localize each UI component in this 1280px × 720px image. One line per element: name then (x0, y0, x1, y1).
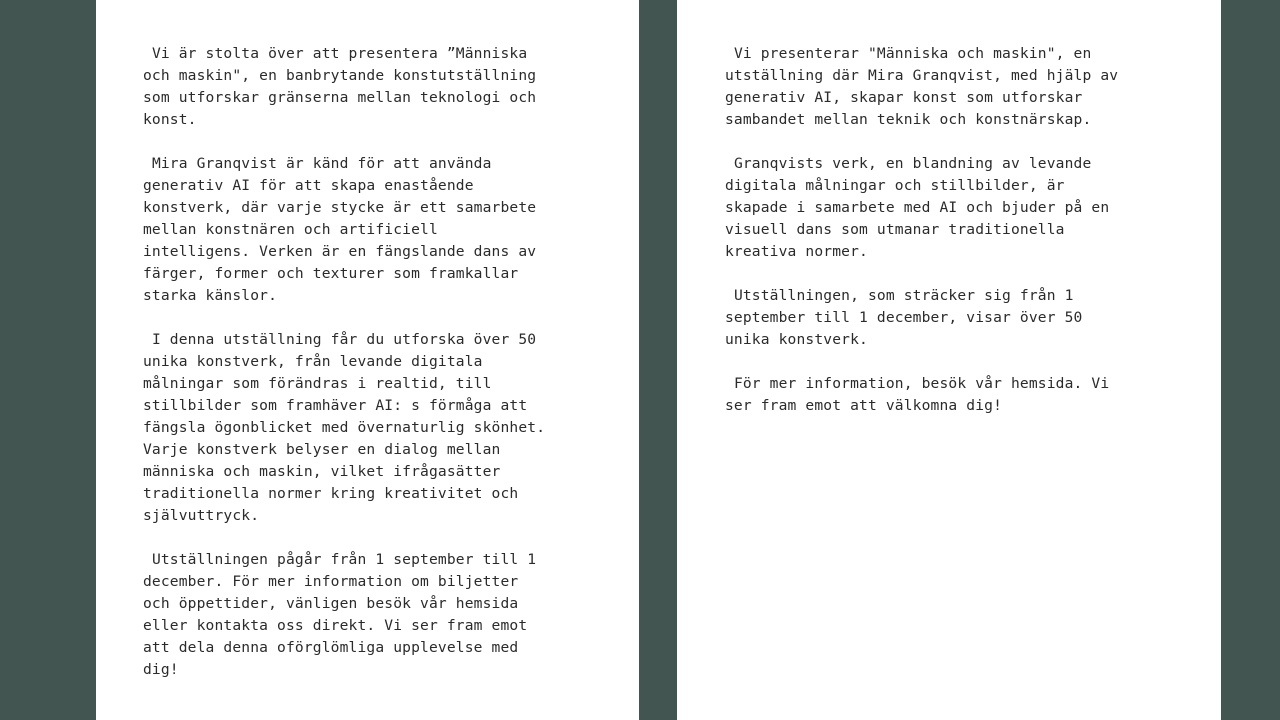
document-page-summary (677, 0, 1221, 720)
paragraph-dates: Utställningen, som sträcker sig från 1 september till 1 december, visar över 50 unika konstverk. (725, 287, 1083, 348)
paragraph-artist: Mira Granqvist är känd för att använda generativ AI för att skapa enastående konstverk, där varje stycke är ett samarbete mellan konstnären och artificiell intelligens. Verken är en fängslande dans av färger, former och texturer som framkallar starka känslor. (143, 155, 537, 304)
paragraph-intro: Vi presenterar "Människa och maskin", en utställning där Mira Granqvist, med hjälp av generativ AI, skapar konst som utforskar sambandet mellan teknik och konstnärskap. (725, 45, 1119, 128)
paragraph-exhibition: I denna utställning får du utforska över 50 unika konstverk, från levande digitala målningar som förändras i realtid, till stillbilder som framhäver AI: s förmåga att fängsla ögonblicket med övernaturlig skönhet. Varje konstverk belyser en dialog mellan människa och maskin, vilket ifrågasätter traditionella normer kring kreativitet och självuttryck. (143, 331, 546, 524)
paragraph-works: Granqvists verk, en blandning av levande digitala målningar och stillbilder, är skapade i samarbete med AI och bjuder på en visuell dans som utmanar traditionella kreativa normer. (725, 155, 1110, 260)
paragraph-dates-info: Utställningen pågår från 1 september till 1 december. För mer information om biljetter och öppettider, vänligen besök vår hemsida eller kontakta oss direkt. Vi ser fram emot att dela denna oförglömliga upplevelse med dig! (143, 551, 537, 678)
document-page-original (96, 0, 639, 720)
paragraph-intro: Vi är stolta över att presentera ”Människa och maskin", en banbrytande konstutställning som utforskar gränserna mellan teknologi och konst. (143, 45, 537, 128)
paragraph-info: För mer information, besök vår hemsida. Vi ser fram emot att välkomna dig! (725, 375, 1110, 414)
